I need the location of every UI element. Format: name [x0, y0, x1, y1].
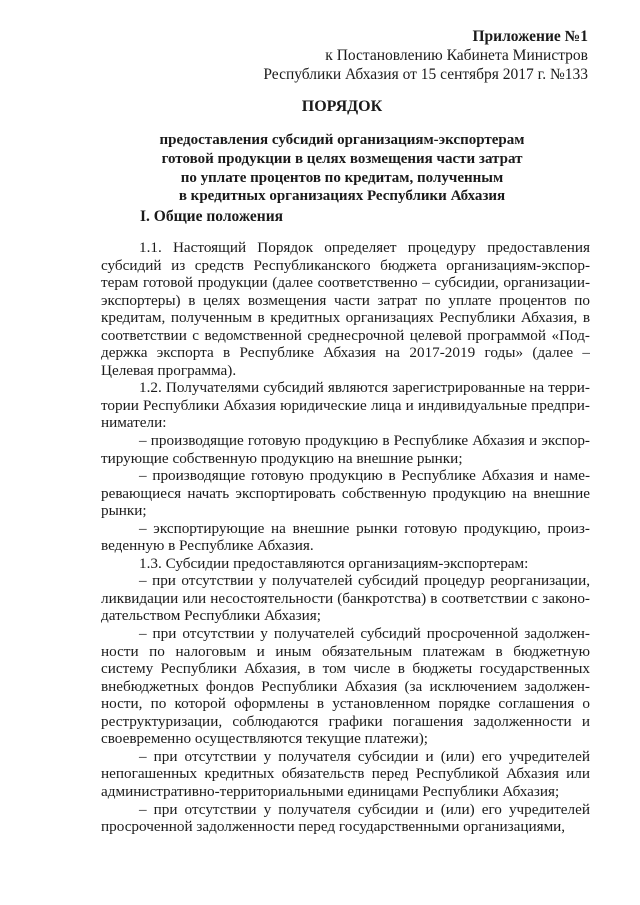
subtitle-line: в кредитных организациях Республики Абхазия	[178, 188, 506, 205]
body-text-line: – экспортирующие на внешние рынки готовую продукцию, произ-	[139, 519, 590, 537]
body-text-line: Целевая программа).	[101, 361, 237, 379]
body-text-line: экспортеры) в целях возмещения части затрат по уплате процентов по	[101, 291, 590, 309]
body-text-line: тории Республики Абхазия юридические лица и индивидуальные предпри-	[101, 396, 590, 414]
body-text-line: кредитам, полученным в кредитных организациях Республики Абхазия, в	[101, 309, 590, 327]
body-text-line: систему Республики Абхазия, в том числе в бюджеты государственных	[101, 660, 590, 678]
body-text-line: просроченной задолженности перед государственными организациями,	[101, 818, 566, 836]
body-text-line: 1.2. Получателями субсидий являются зарегистрированные на терри-	[139, 379, 590, 397]
body-text-line: 1.3. Субсидии предоставляются организациям-экспортерам:	[139, 554, 529, 572]
body-text-line: своевременно осуществляются текущие платежи);	[101, 730, 428, 748]
subtitle-line: предоставления субсидий организациям-экспортерам	[159, 132, 525, 148]
body-text-line: дательством Республики Абхазия;	[101, 607, 321, 625]
body-text-line: – при отсутствии у получателя субсидии и (или) его учредителей	[139, 800, 590, 818]
document-subtitle	[0, 131, 640, 206]
body-text-line: административно-территориальными единицами Республики Абхазия;	[101, 782, 560, 800]
body-text-line: внебюджетных фондов Республики Абхазия (за исключением задолжен-	[101, 677, 590, 695]
body-text-line: ликвидации или несостоятельности (банкротства) в соответствии с законо-	[101, 589, 590, 607]
body-text-line: ности по налоговым и иным обязательным платежам в бюджетную	[101, 642, 590, 660]
document-title: ПОРЯДОК	[301, 98, 383, 115]
body-text-line: держка экспорта в Республике Абхазия на 2017-2019 годы» (далее –	[101, 344, 590, 362]
body-text-line: – производящие готовую продукцию в Республике Абхазия и экспор-	[139, 432, 590, 450]
subtitle-line: по уплате процентов по кредитам, полученным	[180, 169, 504, 186]
body-text-line: – производящие готовую продукцию в Республике Абхазия и наме-	[139, 467, 590, 485]
subtitle-line: готовой продукции в целях возмещения части затрат	[161, 150, 523, 167]
body-text-line: терам готовой продукции (далее соответственно – субсидии, организации-	[101, 274, 590, 292]
appendix-reference-line-1: к Постановлению Кабинета Министров	[325, 47, 588, 64]
document-body	[101, 239, 590, 836]
body-text-line: – при отсутствии у получателя субсидии и (или) его учредителей	[139, 747, 590, 765]
body-text-line: тирующие собственную продукцию на внешние рынки;	[101, 449, 463, 467]
body-text-line: ности, по которой оформлены в установленном порядке соглашения о	[101, 695, 590, 713]
body-text-line: рынки;	[101, 502, 147, 520]
section-heading: I. Общие положения	[140, 208, 284, 225]
body-text-line: 1.1. Настоящий Порядок определяет процедуру предоставления	[139, 239, 590, 256]
appendix-label: Приложение №1	[472, 28, 588, 45]
body-text-line: субсидий из средств Республиканского бюджета организациям-экспор-	[101, 256, 590, 274]
body-text-line: ниматели:	[101, 414, 167, 432]
body-text-line: – при отсутствии у получателей субсидий просроченной задолжен-	[139, 625, 590, 643]
body-text-line: веденную в Республике Абхазия.	[101, 537, 314, 555]
body-text-line: – при отсутствии у получателей субсидий процедур реорганизации,	[139, 572, 590, 590]
body-text-line: соответствии с ведомственной среднесрочной целевой программой «Под-	[101, 326, 590, 344]
body-text-line: непогашенных кредитных обязательств перед Республикой Абхазия или	[101, 765, 590, 783]
body-text-line: ревающиеся начать экспортировать собственную продукцию на внешние	[101, 484, 590, 502]
body-text-line: реструктуризации, соблюдаются графики погашения задолженности и	[101, 712, 590, 730]
appendix-reference-line-2: Республики Абхазия от 15 сентября 2017 г. №133	[263, 66, 588, 83]
